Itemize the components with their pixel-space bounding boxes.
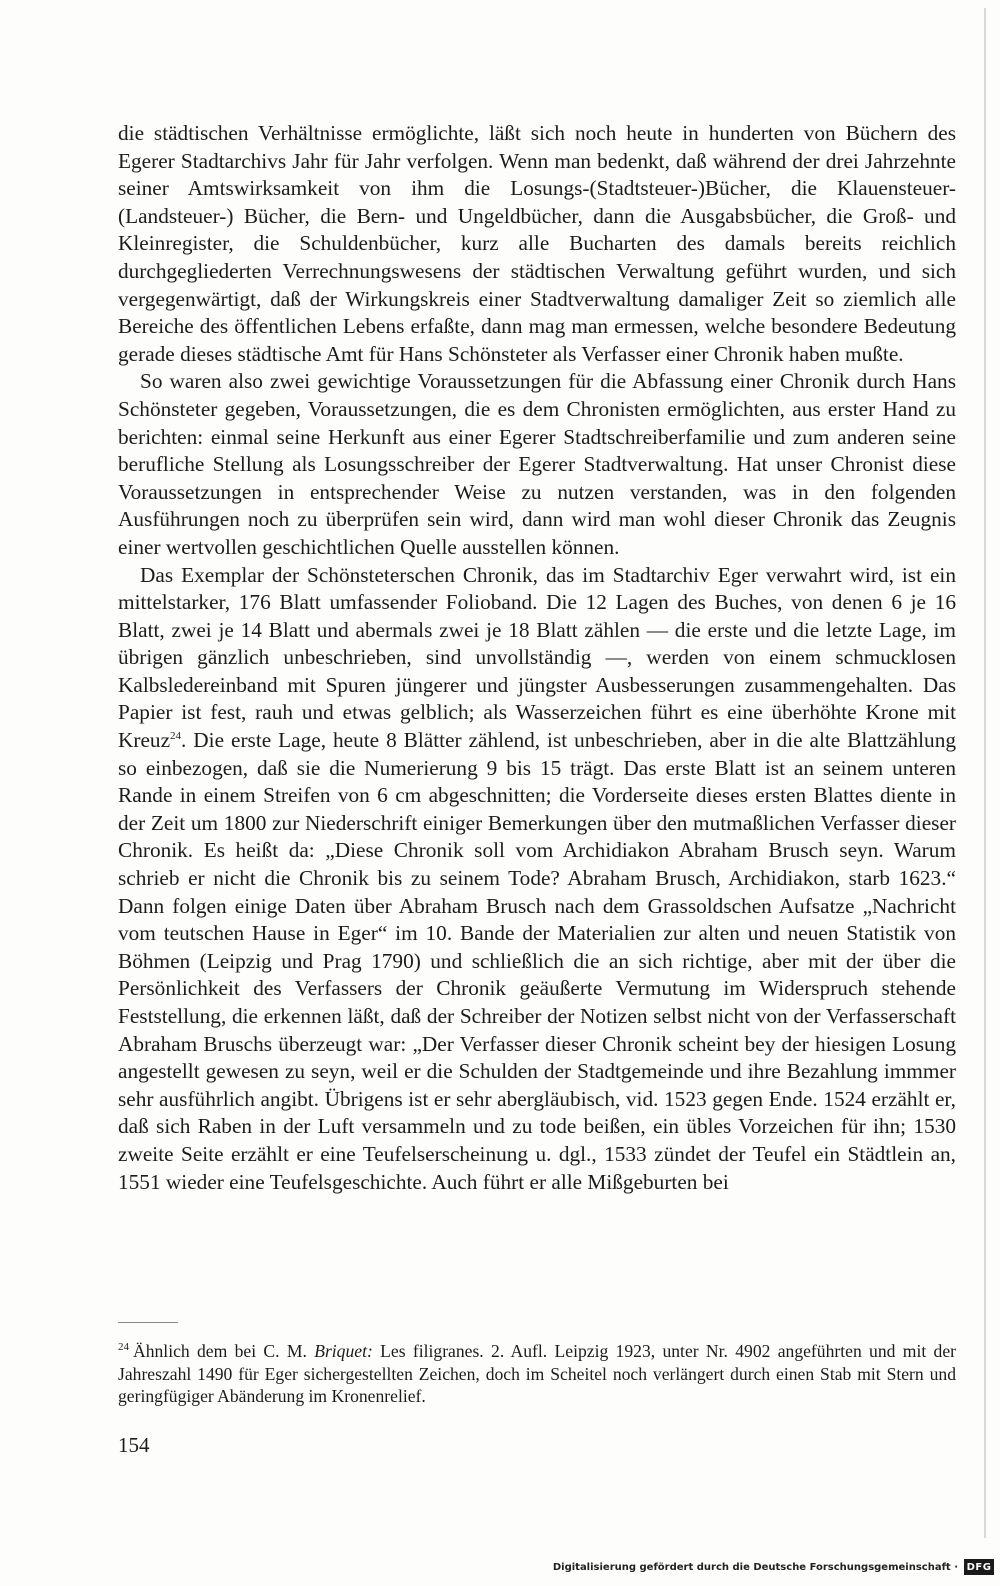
main-text — [118, 120, 956, 1196]
footnote-divider — [118, 1322, 178, 1323]
footnote-author: Briquet: — [314, 1341, 373, 1361]
paragraph-2: So waren also zwei gewichtige Voraussetzungen für die Abfassung einer Chronik durch Hans Schönsteter gegeben, Voraussetzungen, die es dem Chronisten ermöglichten, aus erster Hand zu berichten: einmal seine Herkunft aus einer Egerer Stadtschreiberfamilie und zum anderen seine berufliche Stellung als Losungsschreiber der Egerer Stadtverwaltung. Hat unser Chronist diese Voraussetzungen in entsprechender Weise zu nutzen verstanden, was in den folgenden Ausführungen noch zu überprüfen sein wird, dann wird man wohl dieser Chronik das Zeugnis einer wertvollen geschichtlichen Quelle ausstellen können. — [118, 369, 956, 559]
paragraph-1: die städtischen Verhältnisse ermöglichte, läßt sich noch heute in hunderten von Büchern des Egerer Stadtarchivs Jahr für Jahr verfolgen. Wenn man bedenkt, daß während der drei Jahrzehnte seiner Amtswirksamkeit von ihm die Losungs-(Stadtsteuer-)Bücher, die Klauensteuer-(Landsteuer-) Bücher, die Bern- und Ungeldbücher, dann die Ausgabsbücher, die Groß- und Kleinregister, die Schuldenbücher, kurz alle Bucharten des damals bereits reichlich durchgegliederten Verrechnungswesens der städtischen Verwaltung geführt wurden, und sich vergegenwärtigt, daß der Wirkungskreis einer Stadtverwaltung damaliger Zeit so ziemlich alle Bereiche des öffentlichen Lebens erfaßte, dann mag man ermessen, welche besondere Bedeutung gerade dieses städtische Amt für Hans Schönsteter als Verfasser einer Chronik haben mußte. — [118, 121, 956, 366]
page-number: 154 — [118, 1433, 150, 1457]
footnote-reference[interactable]: 24 — [170, 729, 182, 742]
page-edge-shadow — [984, 8, 986, 1538]
paragraph-3-part-2: . Die erste Lage, heute 8 Blätter zählend, ist unbeschrieben, aber in die alte Blattzählung so einbezogen, daß sie die Numerierung 9 bis 15 trägt. Das erste Blatt ist an seinem unteren Rande in einem Streifen von 6 cm abgeschnitten; die Vorderseite dieses ersten Blattes diente in der Zeit um 1800 zur Niederschrift einiger Bemerkungen über den mutmaßlichen Verfasser dieser Chronik. Es heißt da: „Diese Chronik soll vom Archidiakon Abraham Brusch seyn. Warum schrieb er nicht die Chronik bis zu seinem Tode? Abraham Brusch, Archidiakon, starb 1623.“ Dann folgen einige Daten über Abraham Brusch nach dem Grassoldschen Aufsatze „Nachricht vom teutschen Hause in Eger“ im 10. Bande der Materialien zur alten und neuen Statistik von Böhmen (Leipzig und Prag 1790) und schließlich die an sich richtige, aber mit der über die Persönlichkeit des Verfassers der Chronik geäußerte Vermutung im Widerspruch stehende Feststellung, die erkennen läßt, daß der Schreiber der Notizen selbst nicht von der Verfasserschaft Abraham Bruschs überzeugt war: „Der Verfasser dieser Chronik scheint bey der hiesigen Losung angestellt gewesen zu seyn, weil er die Schulden der Stadtgemeinde und ihre Bezahlung immmer sehr ausführlich angibt. Übrigens ist er sehr abergläubisch, vid. 1523 gegen Ende. 1524 erzählt er, daß sich Raben in der Luft versammeln und zu tode beißen, ein übles Vorzeichen für ihn; 1530 zweite Seite erzählt er eine Teufelserscheinung u. dgl., 1533 zündet der Teufel ein Städtlein an, 1551 wieder eine Teufelsgeschichte. Auch führt er alle Mißgeburten bei — [118, 728, 956, 1194]
footnote-24 — [118, 1340, 956, 1408]
dfg-logo-icon: DFG — [964, 1559, 994, 1575]
banner-text: Digitalisierung gefördert durch die Deutsche Forschungsgemeinschaft · — [552, 1561, 958, 1573]
footnote-text-1: Ähnlich dem bei C. M. — [133, 1341, 315, 1361]
digitization-banner — [553, 1558, 994, 1576]
footnote-text-2: Les filigranes. 2. Aufl. Leipzig 1923, unter Nr. 4902 angeführten und mit der Jahreszahl 1490 für Eger sichergestellten Zeichen, doch im Scheitel noch verlängert durch einen Stab mit Stern und geringfügiger Abänderung im Kronenrelief. — [118, 1341, 956, 1406]
paragraph-3 — [118, 562, 956, 1197]
paragraph-3-part-1: Das Exemplar der Schönsteterschen Chronik, das im Stadtarchiv Eger verwahrt wird, ist ein mittelstarker, 176 Blatt umfassender Folioband. Die 12 Lagen des Buches, von denen 6 je 16 Blatt, zwei je 14 Blatt und abermals zwei je 18 Blatt zählen — die erste und die letzte Lage, im übrigen gänzlich unbeschrieben, sind unvollständig —, werden von einem schmucklosen Kalbsledereinband mit Spuren jüngerer und jüngster Ausbesserungen zusammengehalten. Das Papier ist fest, rauh und etwas gelblich; als Wasserzeichen führt es eine überhöhte Krone mit Kreuz — [118, 562, 956, 753]
footnote-mark: 24 — [118, 1341, 129, 1354]
